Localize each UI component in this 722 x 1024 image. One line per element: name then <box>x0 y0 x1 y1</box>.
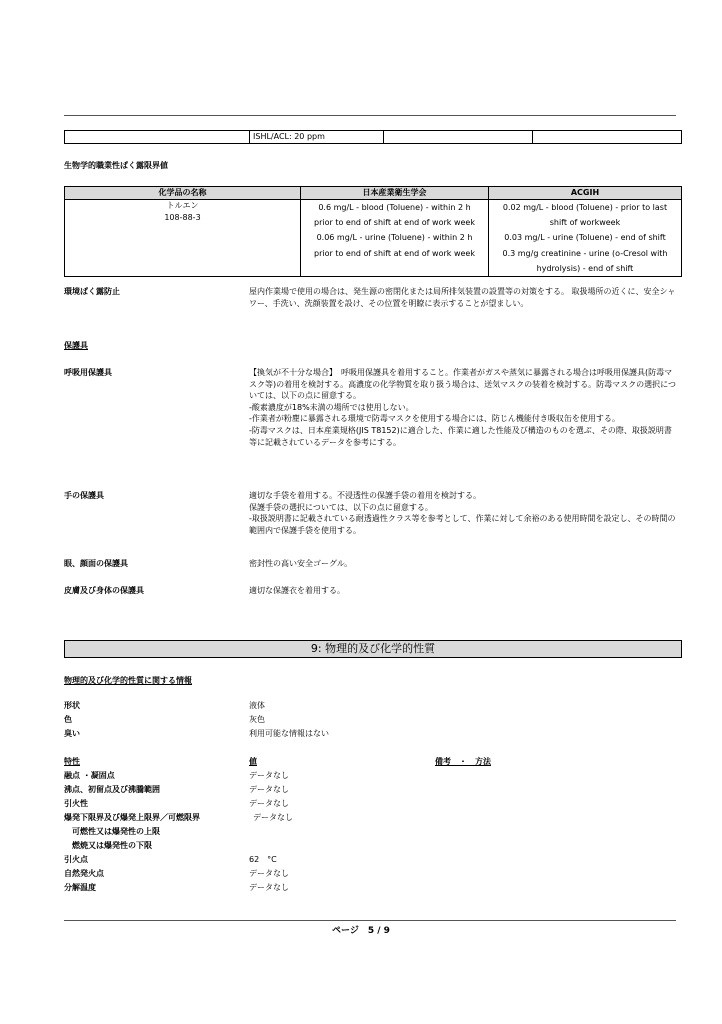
respiratory-line: -酸素濃度が18%未満の場所では使用しない。 <box>249 402 414 412</box>
property-value: データなし <box>249 771 289 780</box>
hand-line: 保護手袋の選択については、以下の点に留意する。 <box>249 502 433 512</box>
property-key: 臭い <box>64 729 80 738</box>
column-header: 化学品の名称 <box>65 187 301 200</box>
property-row <box>64 700 676 713</box>
jsoh-line: prior to end of shift at end of work week <box>314 218 475 228</box>
respiratory-line: 【換気が不十分な場合】 呼吸用保護具を着用すること。作業者がガスや蒸気に暴露される場合は呼吸用保護具(防毒マスク等)の着用を検討する。高濃度の化学物質を取り扱う場合は、送気マスクの装着を検討する。防毒マスクの選択については、以下の点に留意する。 <box>249 368 676 401</box>
footer-rule <box>64 920 676 921</box>
property-row <box>64 812 676 825</box>
column-header: 日本産業衛生学会 <box>301 187 489 200</box>
hand-line: 適切な手袋を着用する。不浸透性の保護手袋の着用を検討する。 <box>249 491 481 500</box>
jsoh-cell <box>301 200 489 277</box>
skin-protection-text: 適切な保護衣を着用する。 <box>249 586 345 595</box>
property-header-row <box>64 756 676 769</box>
respiratory-line: -防毒マスクは、日本産業規格(JIS T8152)に適合した、作業に適した性能及び構造のものを選ぶ、その際、取扱説明書等に記載されているデータを参考にする。 <box>249 425 672 447</box>
acgih-line: 0.3 mg/g creatinine - urine (o-Cresol with <box>502 248 668 258</box>
property-value: データなし <box>249 785 289 794</box>
property-key: 引火点 <box>64 855 88 864</box>
property-key: 形状 <box>64 701 80 710</box>
property-value: 灰色 <box>249 715 265 724</box>
property-key: 沸点、初留点及び沸騰範囲 <box>64 785 160 794</box>
top-table-cell <box>384 131 533 144</box>
bio-limit-table <box>64 186 682 277</box>
acgih-line: 0.02 mg/L - blood (Toluene) - prior to last <box>502 203 668 212</box>
property-key: 可燃性又は爆発性の上限 <box>64 827 160 836</box>
property-row <box>64 784 676 797</box>
skin-protection-label: 皮膚及び身体の保護具 <box>64 586 144 595</box>
jsoh-line: 0.6 mg/L - blood (Toluene) - within 2 h <box>318 203 471 212</box>
property-value: 利用可能な情報はない <box>249 729 329 738</box>
respiratory-line: -作業者が粉塵に暴露される環境で防毒マスクを使用する場合には、防じん機能付き吸収缶を使用する。 <box>249 414 620 424</box>
header-rule <box>64 115 676 116</box>
hand-protection-text <box>249 490 677 536</box>
acgih-line: 0.03 mg/L - urine (Toluene) - end of shift <box>504 233 666 243</box>
respiratory-text <box>249 367 677 448</box>
property-row <box>64 798 676 811</box>
property-key: 分解温度 <box>64 883 96 892</box>
top-table-cell <box>65 131 250 144</box>
env-exposure-text: 屋内作業場で使用の場合は、発生源の密閉化または局所排気装置の設置等の対策をする。 取扱場所の近くに、安全シャワー、手洗い、洗顔装置を設け、その位置を明瞭に表示することが望ましい。 <box>249 287 676 308</box>
property-row <box>64 770 676 783</box>
remarks-header: 備考 ・ 方法 <box>435 757 491 766</box>
bio-limit-title: 生物学的職業性ばく露限界値 <box>64 161 168 170</box>
property-row <box>64 854 676 867</box>
hand-line: -取扱説明書に記載されている耐透過性クラス等を参考として、作業に対して余裕のある使用時間を設定し、その時間の範囲内で保護手袋を使用する。 <box>249 514 676 535</box>
column-header: ACGIH <box>489 187 682 200</box>
acgih-cell <box>489 200 682 277</box>
chemical-name-cell <box>65 200 301 277</box>
top-table-cell: ISHL/ACL: 20 ppm <box>250 131 384 144</box>
property-row <box>64 714 676 727</box>
phys-chem-heading: 物理的及び化学的性質に関する情報 <box>64 676 192 685</box>
property-value: 62 °C <box>249 855 277 864</box>
page-number: ページ 5 / 9 <box>332 926 390 936</box>
property-value: データなし <box>253 813 293 822</box>
acgih-line: shift of workweek <box>549 218 621 228</box>
property-row <box>64 826 676 839</box>
property-row <box>64 728 676 741</box>
exposure-limit-table <box>64 130 682 144</box>
property-key: 引火性 <box>64 799 88 808</box>
ppe-heading: 保護具 <box>64 341 88 350</box>
value-header: 値 <box>249 757 257 766</box>
property-key: 色 <box>64 715 72 724</box>
property-value: データなし <box>249 883 289 892</box>
property-header: 特性 <box>64 757 80 766</box>
eye-protection-text: 密封性の高い安全ゴーグル。 <box>249 559 353 568</box>
property-row <box>64 868 676 881</box>
hand-protection-label: 手の保護具 <box>64 491 104 500</box>
section-9-title: 9: 物理的及び化学的性質 <box>64 640 682 658</box>
cas-number: 108-88-3 <box>164 212 201 222</box>
property-row <box>64 840 676 853</box>
property-value: データなし <box>249 799 289 808</box>
property-key: 自然発火点 <box>64 869 104 878</box>
top-table-cell <box>533 131 682 144</box>
property-key: 爆発下限界及び爆発上限界／可燃限界 <box>64 813 200 822</box>
chemical-name: トルエン <box>166 201 199 210</box>
env-exposure-label: 環境ばく露防止 <box>64 287 120 296</box>
jsoh-line: prior to end of shift at end of work week <box>314 248 475 258</box>
acgih-line: hydrolysis) - end of shift <box>536 263 634 273</box>
property-key: 燃焼又は爆発性の下限 <box>64 841 152 850</box>
property-value: データなし <box>249 869 289 878</box>
respiratory-label: 呼吸用保護具 <box>64 368 112 377</box>
property-row <box>64 882 676 895</box>
property-value: 液体 <box>249 701 265 710</box>
property-key: 融点 ・凝固点 <box>64 771 115 780</box>
eye-protection-label: 眼、顔面の保護具 <box>64 559 128 568</box>
jsoh-line: 0.06 mg/L - urine (Toluene) - within 2 h <box>316 233 473 243</box>
